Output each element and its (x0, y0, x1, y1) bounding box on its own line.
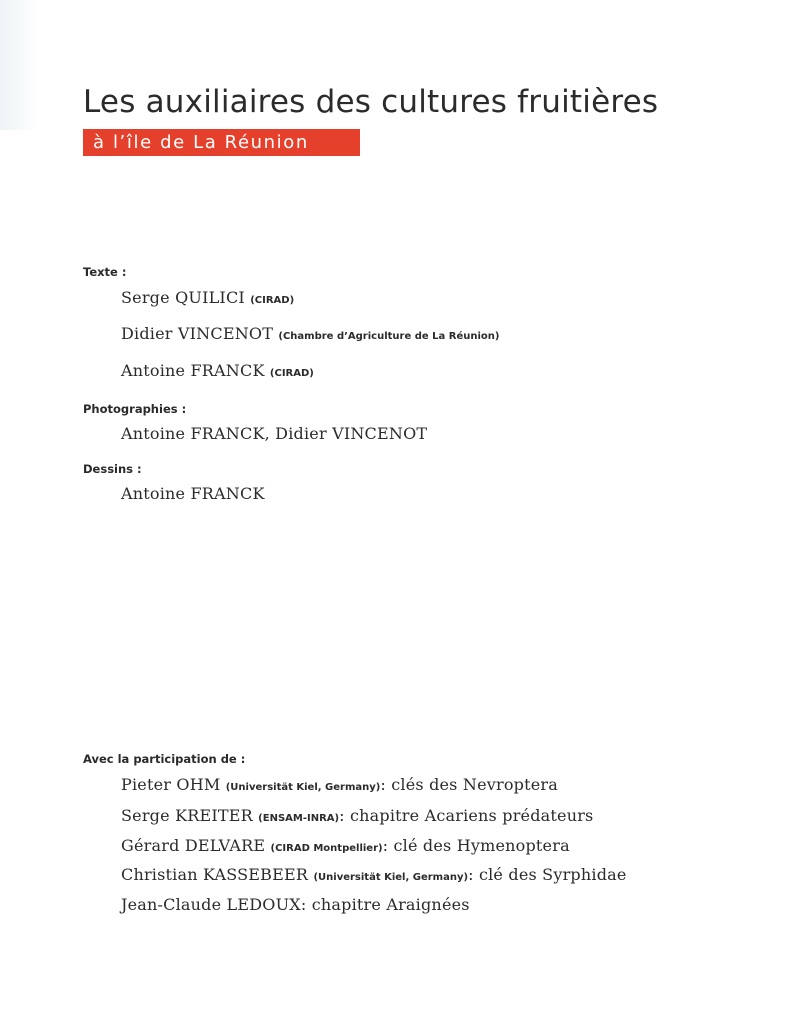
author-affiliation: (CIRAD) (250, 295, 295, 306)
contributor-role: : clé des Syrphidae (468, 865, 627, 884)
photographer-entry: Antoine FRANCK, Didier VINCENOT (121, 424, 428, 443)
author-affiliation: (Chambre d’Agriculture de La Réunion) (278, 331, 500, 342)
contributor-name: Pieter OHM (121, 775, 221, 794)
illustrator-entry: Antoine FRANCK (121, 484, 265, 503)
contributor-affiliation: (Universität Kiel, Germany) (313, 872, 469, 883)
author-name: Didier VINCENOT (121, 324, 274, 343)
contributor-name: Jean-Claude LEDOUX (121, 895, 301, 914)
contributor-role: : chapitre Acariens prédateurs (339, 806, 594, 825)
contributor-role: : clé des Hymenoptera (382, 836, 570, 855)
book-title: Les auxiliaires des cultures fruitières (83, 84, 659, 120)
subtitle-banner (83, 129, 360, 156)
book-subtitle: à l’île de La Réunion (93, 132, 309, 153)
contributor-entry (121, 865, 627, 884)
contributor-entry (121, 895, 470, 914)
contributor-role: : clés des Nevroptera (380, 775, 558, 794)
author-entry (121, 288, 294, 307)
contributor-name: Christian KASSEBEER (121, 865, 309, 884)
contributor-role: : chapitre Araignées (300, 895, 470, 914)
photographies-label: Photographies : (83, 402, 187, 416)
contributor-name: Gérard DELVARE (121, 836, 266, 855)
author-name: Serge QUILICI (121, 288, 245, 307)
author-entry (121, 324, 499, 343)
contributor-entry (121, 836, 570, 855)
dessins-label: Dessins : (83, 462, 142, 476)
author-entry (121, 361, 314, 380)
contributor-affiliation: (Universität Kiel, Germany) (225, 782, 381, 793)
texte-label: Texte : (83, 265, 127, 279)
author-name: Antoine FRANCK (121, 361, 265, 380)
contributor-affiliation: (ENSAM-INRA) (258, 813, 340, 824)
contributor-entry (121, 775, 558, 794)
participation-label: Avec la participation de : (83, 752, 246, 766)
contributor-affiliation: (CIRAD Montpellier) (270, 843, 383, 854)
contributor-entry (121, 806, 593, 825)
contributor-name: Serge KREITER (121, 806, 253, 825)
page-edge-shading (0, 0, 40, 130)
author-affiliation: (CIRAD) (269, 368, 314, 379)
